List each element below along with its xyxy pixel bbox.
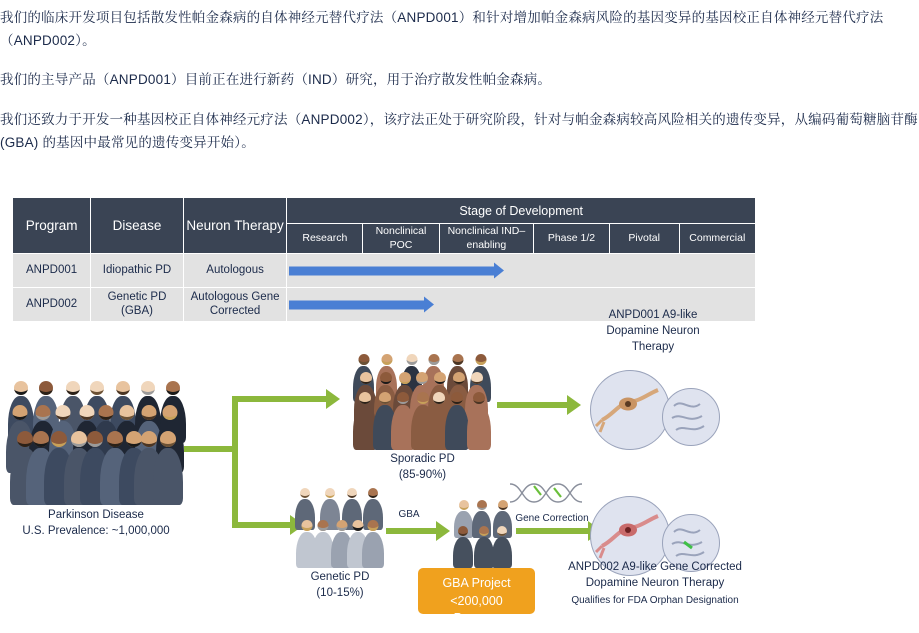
gba-box-line1: GBA Project	[442, 576, 511, 590]
label-anpd002-line2: Dopamine Neuron Therapy	[585, 577, 725, 589]
person-head	[381, 354, 392, 365]
person-head	[300, 488, 310, 498]
person-head	[433, 392, 445, 404]
label-gba: GBA	[398, 509, 420, 520]
column-header-disease: Disease	[91, 198, 184, 254]
arrow-branch-bottom	[232, 522, 292, 528]
label-anpd001-line3: Therapy	[631, 341, 675, 353]
person-head	[99, 405, 114, 420]
person-head	[379, 392, 391, 404]
label-genetic-subtitle: (10-15%)	[316, 587, 364, 599]
person-head	[66, 381, 80, 395]
person-body	[467, 405, 491, 450]
gba-box-line2: <200,000 Persons	[450, 593, 503, 625]
article-body	[0, 6, 919, 170]
label-sporadic-title: Sporadic PD	[390, 453, 455, 465]
progress-bar-anpd002	[289, 300, 424, 309]
crowd-person	[445, 392, 469, 450]
person-head	[141, 381, 155, 395]
dna-helix-icon	[508, 476, 588, 510]
column-header-research: Research	[287, 224, 363, 254]
person-head	[359, 392, 371, 404]
person-head	[360, 372, 372, 384]
column-header-neuron-therapy: Neuron Therapy	[183, 198, 287, 254]
pipeline-table	[12, 197, 756, 322]
person-head	[160, 431, 176, 447]
person-head	[475, 354, 486, 365]
arrow-gba	[386, 528, 438, 534]
arrow-branch-top	[232, 396, 328, 402]
column-header-pivotal: Pivotal	[609, 224, 679, 254]
paragraph-2: 我们的主导产品（ANPD001）目前正在进行新药（IND）研究，用于治疗散发性帕金森病。	[0, 72, 552, 88]
arrow-split-stem	[184, 446, 238, 452]
person-head	[397, 392, 409, 404]
person-head	[14, 381, 28, 395]
person-head	[39, 381, 53, 395]
crowd-person	[467, 392, 491, 450]
person-head	[497, 526, 507, 536]
progress-bar-anpd001	[289, 266, 495, 275]
person-body	[362, 532, 384, 568]
neuron-illustration-anpd001	[590, 370, 668, 448]
person-head	[434, 372, 446, 384]
arrow-head-sporadic	[326, 389, 340, 409]
person-head	[302, 520, 313, 531]
person-head	[399, 372, 411, 384]
gba-project-box	[418, 568, 535, 625]
person-head	[451, 392, 463, 404]
chromatin-texture-anpd001	[662, 388, 718, 444]
person-body	[445, 405, 469, 450]
cell-program-anpd001: ANPD001	[13, 254, 91, 288]
label-anpd001-line1: ANPD001 A9-like	[608, 309, 698, 321]
column-header-phase-1-2: Phase 1/2	[534, 224, 610, 254]
person-head	[380, 372, 392, 384]
label-genetic-title: Genetic PD	[310, 571, 370, 583]
person-head	[477, 500, 487, 510]
arrow-head-gba	[436, 521, 450, 541]
person-head	[166, 381, 180, 395]
person-body	[492, 537, 512, 568]
column-header-program: Program	[13, 198, 91, 254]
crowd-person	[453, 526, 473, 568]
cell-therapy-anpd002: Autologous Gene Corrected	[183, 288, 287, 322]
column-header-nonclinical-ind-enabling: Nonclinical IND–enabling	[439, 224, 534, 254]
person-head	[471, 372, 483, 384]
crowd-parkinson-population	[8, 380, 184, 505]
arrow-split-vertical	[232, 396, 238, 528]
crowd-person	[474, 526, 494, 568]
person-head	[347, 488, 357, 498]
arrow-head-anpd001	[567, 395, 581, 415]
label-sporadic-subtitle: (85-90%)	[398, 469, 447, 481]
person-body	[153, 448, 183, 505]
paragraph-1: 我们的临床开发项目包括散发性帕金森病的自体神经元替代疗法（ANPD001）和针对增加帕金森病风险的基因变异的基因校正自体神经元替代疗法（ANPD002）。	[0, 10, 884, 49]
person-head	[406, 354, 417, 365]
column-header-stage-of-development: Stage of Development	[287, 198, 756, 224]
label-gene-correction: Gene Correction	[515, 513, 589, 524]
person-head	[13, 405, 28, 420]
cell-disease-anpd002: Genetic PD (GBA)	[91, 288, 184, 322]
crowd-person	[362, 520, 384, 568]
person-head	[368, 488, 378, 498]
column-header-commercial: Commercial	[679, 224, 755, 254]
crowd-person	[492, 526, 512, 568]
person-head	[337, 520, 348, 531]
arrow-sporadic-to-anpd001	[497, 402, 569, 408]
arrow-gene-correction	[516, 528, 590, 534]
cell-program-anpd002: ANPD002	[13, 288, 91, 322]
person-head	[116, 381, 130, 395]
person-head	[90, 381, 104, 395]
person-head	[459, 500, 469, 510]
person-head	[458, 526, 468, 536]
person-head	[428, 354, 439, 365]
person-body	[474, 537, 494, 568]
paragraph-3: 我们还致力于开发一种基因校正自体神经元疗法（ANPD002），该疗法正处于研究阶段，针对与帕金森病较高风险相关的遗传变异，从编码葡萄糖脑苷酶 (GBA) 的基因中最常见的遗传变异开始）。	[0, 111, 918, 150]
person-head	[416, 372, 428, 384]
person-head	[358, 354, 369, 365]
label-anpd002-line1: ANPD002 A9-like Gene Corrected	[568, 561, 742, 573]
person-head	[452, 354, 463, 365]
crowd-person	[153, 431, 183, 505]
person-head	[368, 520, 379, 531]
progress-cell-anpd001	[287, 254, 756, 288]
pipeline-diagram	[0, 309, 919, 633]
person-head	[479, 526, 489, 536]
person-head	[473, 392, 485, 404]
person-head	[163, 405, 178, 420]
person-head	[318, 520, 329, 531]
label-anpd002-line3: Qualifies for FDA Orphan Designation	[571, 595, 739, 606]
column-header-nonclinical-poc: Nonclinical POC	[363, 224, 439, 254]
label-anpd001-line2: Dopamine Neuron	[606, 325, 700, 337]
table-header	[13, 198, 756, 254]
crowd-sporadic-pd	[355, 354, 489, 450]
person-head	[56, 405, 71, 420]
label-source-title: Parkinson Disease	[48, 509, 144, 521]
label-source-subtitle: U.S. Prevalence: ~1,000,000	[22, 525, 170, 537]
person-head	[453, 372, 465, 384]
person-head	[498, 500, 508, 510]
person-body	[453, 537, 473, 568]
table-row	[13, 254, 756, 288]
person-head	[142, 405, 157, 420]
crowd-genetic-pd	[296, 490, 384, 568]
cell-therapy-anpd001: Autologous	[183, 254, 287, 288]
person-head	[120, 405, 135, 420]
person-head	[325, 488, 335, 498]
crowd-gba-subset	[452, 504, 514, 568]
cell-disease-anpd001: Idiopathic PD	[91, 254, 184, 288]
